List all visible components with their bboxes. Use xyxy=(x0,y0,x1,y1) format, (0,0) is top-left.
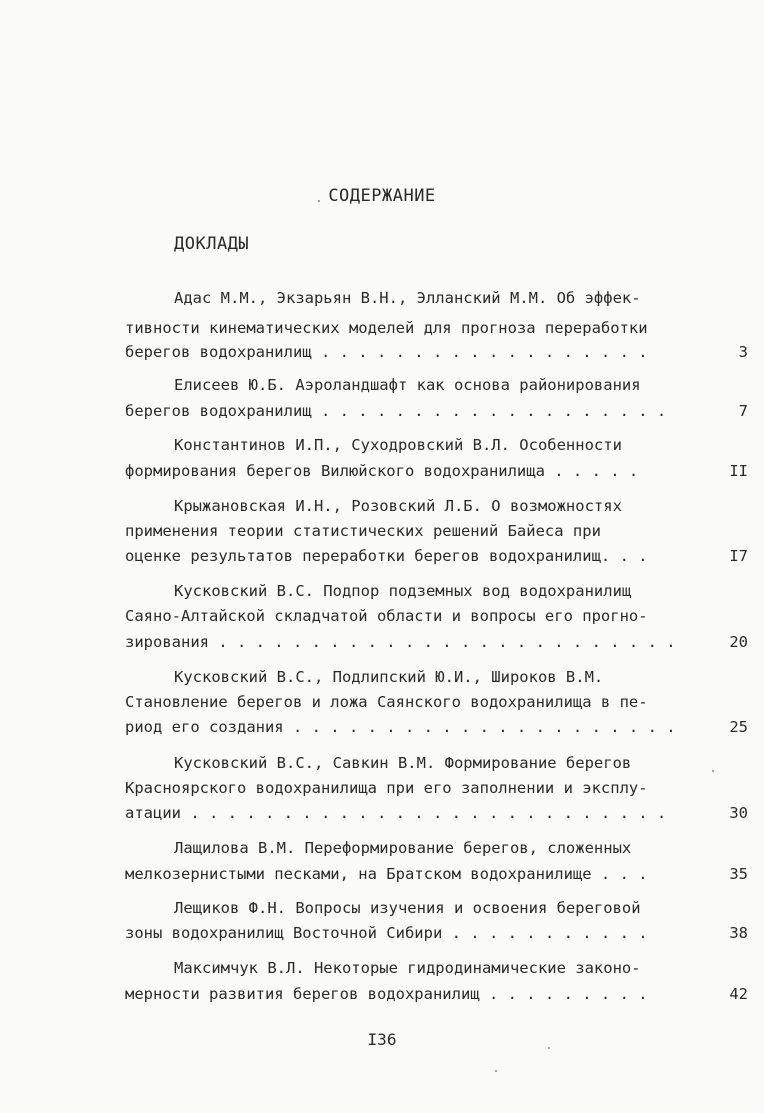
toc-page-number: 3 xyxy=(738,343,748,361)
toc-entry-line: тивности кинематических моделей для прогноза переработки xyxy=(125,319,648,337)
toc-page-number: 42 xyxy=(729,985,748,1003)
scan-speck xyxy=(712,770,714,772)
toc-entry-line: атации . . . . . . . . . . . . . . . . . . . . . . . . . . xyxy=(125,804,667,822)
page-title: СОДЕРЖАНИЕ xyxy=(328,186,436,206)
toc-entry-line: мерности развития берегов водохранилищ . . . . . . . . . xyxy=(125,985,648,1003)
toc-page-number: II xyxy=(729,462,748,480)
toc-entry-line: Кусковский В.С., Подлипский Ю.И., Широков В.М. xyxy=(174,668,604,686)
toc-entry-line: оценке результатов переработки берегов водохранилищ. . . xyxy=(125,547,648,565)
toc-page-number: 35 xyxy=(729,865,748,883)
toc-page-number: 25 xyxy=(729,718,748,736)
toc-page-number: 7 xyxy=(738,402,748,420)
page-number-footer: I36 xyxy=(367,1030,397,1049)
scan-speck xyxy=(495,1070,497,1072)
toc-page-number: I7 xyxy=(729,547,748,565)
toc-entry-line: применения теории статистических решений Байеса при xyxy=(125,522,601,540)
toc-entry-line: Кусковский В.С. Подпор подземных вод водохранилищ xyxy=(174,582,632,600)
toc-entry-line: Адас М.М., Экзарьян В.Н., Элланский М.М. Об эффек- xyxy=(174,289,641,307)
toc-entry-line: риод его создания . . . . . . . . . . . . . . . . . . . . . xyxy=(125,718,676,736)
toc-entry-line: Кусковский В.С., Савкин В.М. Формирование берегов xyxy=(174,754,632,772)
toc-entry-line: мелкозернистыми песками, на Братском водохранилище . . . xyxy=(125,865,648,883)
toc-entry-line: Красноярского водохранилища при его заполнении и эксплу- xyxy=(125,779,648,797)
section-heading: ДОКЛАДЫ xyxy=(174,234,250,254)
toc-entry-line: формирования берегов Вилюйского водохранилища . . . . . xyxy=(125,462,639,480)
toc-entry-line: Елисеев Ю.Б. Аэроландшафт как основа районирования xyxy=(174,376,641,394)
toc-entry-line: зирования . . . . . . . . . . . . . . . . . . . . . . . . . xyxy=(125,633,676,651)
toc-entry-line: Лащилова В.М. Переформирование берегов, сложенных xyxy=(174,839,632,857)
toc-entry-line: берегов водохранилищ . . . . . . . . . . . . . . . . . . . xyxy=(125,402,667,420)
toc-entry-line: Лещиков Ф.Н. Вопросы изучения и освоения береговой xyxy=(174,899,641,917)
toc-entry-line: зоны водохранилищ Восточной Сибири . . . . . . . . . . . xyxy=(125,924,648,942)
toc-entry-line: Крыжановская И.Н., Розовский Л.Б. О возможностях xyxy=(174,497,622,515)
toc-page-number: 20 xyxy=(729,633,748,651)
scan-speck xyxy=(318,200,320,202)
toc-entry-line: Константинов И.П., Суходровский В.Л. Особенности xyxy=(174,436,622,454)
scan-speck xyxy=(548,1047,550,1049)
toc-entry-line: Становление берегов и ложа Саянского водохранилища в пе- xyxy=(125,693,648,711)
toc-entry-line: Максимчук В.Л. Некоторые гидродинамические законо- xyxy=(174,959,641,977)
toc-entry-line: Саяно-Алтайской складчатой области и вопросы его прогно- xyxy=(125,607,648,625)
toc-entry-line: берегов водохранилищ . . . . . . . . . . . . . . . . . . xyxy=(125,343,648,361)
toc-page-number: 38 xyxy=(729,924,748,942)
toc-page-number: 30 xyxy=(729,804,748,822)
